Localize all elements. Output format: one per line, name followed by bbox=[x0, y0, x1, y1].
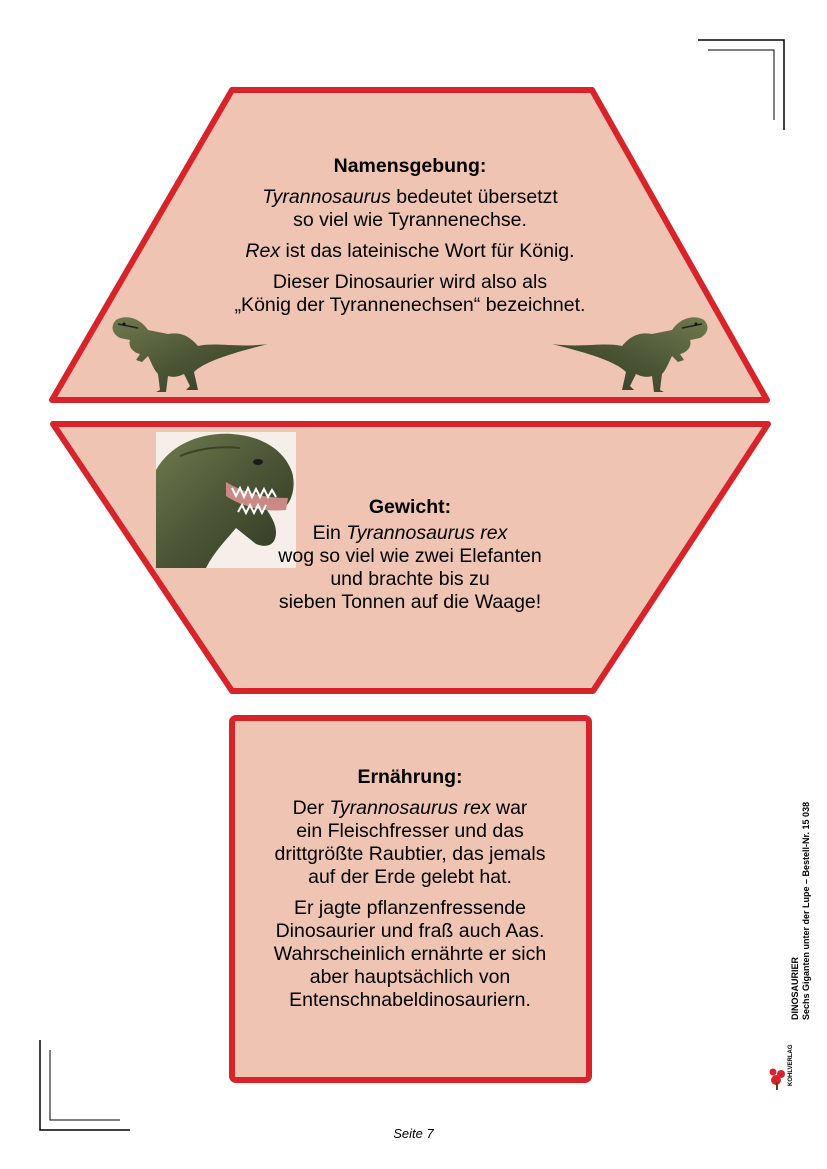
text-fragment: bedeutet übersetzt bbox=[390, 186, 558, 208]
text-fragment: ist das lateinische Wort für König. bbox=[280, 240, 575, 262]
card-ernaehrung-paragraph-2 bbox=[240, 897, 580, 1012]
side-series-title: DINOSAURIER bbox=[790, 956, 800, 1020]
publisher-name: KOHLVERLAG bbox=[788, 1044, 794, 1086]
card-ernaehrung-heading: Ernährung: bbox=[357, 766, 463, 788]
card-ernaehrung-text bbox=[240, 766, 580, 1020]
text-fragment: Dinosaurier und fraß auch Aas. bbox=[275, 920, 545, 942]
corner-mark-bottom-left bbox=[36, 1036, 136, 1136]
text-fragment: ein Fleischfresser und das bbox=[296, 820, 524, 842]
text-fragment: Der bbox=[292, 797, 330, 819]
text-fragment: „König der Tyrannenechsen“ bezeichnet. bbox=[234, 294, 586, 316]
text-fragment: drittgrößte Raubtier, das jemals bbox=[274, 843, 546, 865]
term-tyrannosaurus-rex: Tyrannosaurus rex bbox=[329, 797, 491, 819]
card-gewicht-text bbox=[240, 496, 580, 614]
page-number: Seite 7 bbox=[393, 1126, 434, 1141]
text-fragment: Ein bbox=[312, 522, 347, 544]
text-fragment: Entenschnabeldinosauriern. bbox=[289, 989, 531, 1011]
card-namensgebung-paragraph-1 bbox=[150, 186, 670, 232]
card-ernaehrung-paragraph-1 bbox=[240, 797, 580, 889]
card-gewicht-line-2: wog so viel wie zwei Elefanten bbox=[278, 545, 542, 567]
side-subtitle-order-number: Sechs Giganten unter der Lupe – Bestell-Nr. 15 038 bbox=[801, 801, 811, 1020]
publisher-logo-icon bbox=[768, 1036, 798, 1092]
card-gewicht-heading: Gewicht: bbox=[368, 496, 452, 518]
card-gewicht-line-4: sieben Tonnen auf die Waage! bbox=[278, 591, 542, 613]
text-fragment: Dieser Dinosaurier wird also als bbox=[272, 271, 548, 293]
text-fragment: war bbox=[490, 797, 528, 819]
term-tyrannosaurus-rex: Tyrannosaurus rex bbox=[346, 522, 508, 544]
corner-mark-top-right bbox=[690, 36, 790, 136]
card-namensgebung-text bbox=[150, 155, 670, 325]
text-fragment: aber hauptsächlich von bbox=[309, 966, 511, 988]
side-publication-info bbox=[790, 802, 812, 1020]
term-tyrannosaurus: Tyrannosaurus bbox=[262, 186, 391, 208]
card-namensgebung-paragraph-2 bbox=[150, 240, 670, 263]
text-fragment: Wahrscheinlich ernährte er sich bbox=[273, 943, 547, 965]
term-rex: Rex bbox=[245, 240, 281, 262]
card-namensgebung-paragraph-3 bbox=[150, 271, 670, 317]
card-namensgebung-heading: Namensgebung: bbox=[333, 155, 487, 177]
card-gewicht-line-3: und brachte bis zu bbox=[330, 568, 490, 590]
text-fragment: Er jagte pflanzenfressende bbox=[294, 897, 526, 919]
card-gewicht-line-1 bbox=[240, 522, 580, 545]
text-fragment: auf der Erde gelebt hat. bbox=[308, 866, 512, 888]
text-fragment: so viel wie Tyrannenechse. bbox=[293, 209, 527, 231]
